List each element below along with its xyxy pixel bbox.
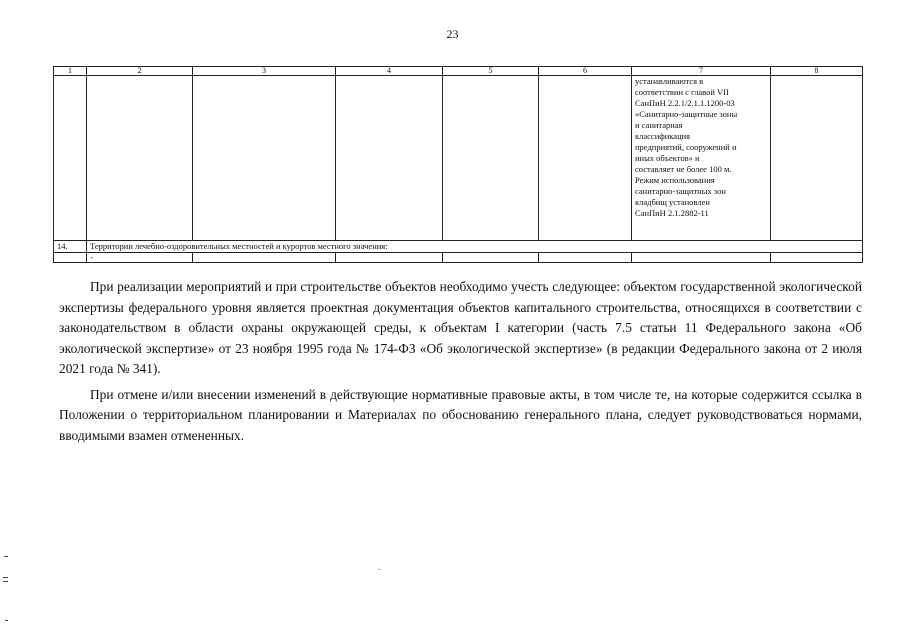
cell-line: «Санитарно-защитные зоны bbox=[635, 109, 738, 119]
section-row bbox=[54, 241, 863, 253]
section-number: 14. bbox=[54, 241, 87, 253]
table-cell bbox=[771, 76, 863, 241]
dash-cell: - bbox=[87, 253, 193, 263]
column-number-2: 2 bbox=[87, 67, 193, 76]
cell-line: СанПиН 2.2.1/2.1.1.1200-03 bbox=[635, 98, 735, 108]
cell-line: классификация bbox=[635, 131, 691, 141]
table-header-row bbox=[54, 67, 863, 76]
table-cell bbox=[336, 253, 443, 263]
column-number-1: 1 bbox=[54, 67, 87, 76]
planning-table bbox=[53, 66, 863, 263]
column-number-5: 5 bbox=[443, 67, 539, 76]
scan-mark bbox=[5, 620, 8, 621]
column-number-4: 4 bbox=[336, 67, 443, 76]
cell-line: Режим использования bbox=[635, 175, 715, 185]
paragraph: При реализации мероприятий и при строительстве объектов необходимо учесть следующее: объектом государственной экологической экспертизы федерального уровня является проектная документация объектов капитального строительства, относящихся в соответствии с законодательством в области охраны окружающей среды, к объектам I категории (часть 7.5 статьи 11 Федерального закона «Об экологической экспертизе» от 23 ноября 1995 года № 174-ФЗ «Об экологической экспертизе» (в редакции Федерального закона от 2 июля 2021 года № 341). bbox=[59, 279, 862, 376]
table-row bbox=[54, 253, 863, 263]
table-cell bbox=[771, 253, 863, 263]
cell-line: СанПиН 2.1.2882-11 bbox=[635, 208, 709, 218]
cell-line: устанавливаются в bbox=[635, 76, 704, 86]
column-number-8: 8 bbox=[771, 67, 863, 76]
table-cell bbox=[193, 76, 336, 241]
table-cell bbox=[87, 76, 193, 241]
scan-mark bbox=[3, 577, 8, 578]
cell-line: предприятий, сооружений и bbox=[635, 142, 737, 152]
table-cell bbox=[632, 253, 771, 263]
table-cell bbox=[336, 76, 443, 241]
table-cell bbox=[54, 76, 87, 241]
table-cell bbox=[443, 76, 539, 241]
column-number-3: 3 bbox=[193, 67, 336, 76]
cell-line: санитарно-защитных зон bbox=[635, 186, 726, 196]
paragraph: При отмене и/или внесении изменений в действующие нормативные правовые акты, в том числе те, на которые содержится ссылка в Положении о территориальном планировании и Материалах по обоснованию генерального плана, следует руководствоваться нормами, вводимыми взамен отмененных. bbox=[59, 386, 862, 443]
scan-mark bbox=[378, 569, 380, 570]
table-row bbox=[54, 76, 863, 241]
scan-mark bbox=[4, 556, 8, 557]
cell-line: составляет не более 100 м. bbox=[635, 164, 732, 174]
column-number-6: 6 bbox=[539, 67, 632, 76]
cell-line: кладбищ установлен bbox=[635, 197, 710, 207]
column-number-7: 7 bbox=[632, 67, 771, 76]
cell-line: иных объектов» и bbox=[635, 153, 700, 163]
table-cell bbox=[539, 253, 632, 263]
table-cell bbox=[539, 76, 632, 241]
table-cell bbox=[443, 253, 539, 263]
section-title: Территории лечебно-оздоровительных местностей и курортов местного значения: bbox=[87, 241, 863, 253]
page-number: 23 bbox=[446, 27, 459, 41]
sanitary-zone-cell bbox=[632, 76, 771, 241]
cell-line: и санитарная bbox=[635, 120, 683, 130]
body-text bbox=[59, 277, 862, 446]
table-cell bbox=[54, 253, 87, 263]
cell-line: соответствии с главой VII bbox=[635, 87, 729, 97]
scan-mark bbox=[3, 581, 8, 582]
table-cell bbox=[193, 253, 336, 263]
